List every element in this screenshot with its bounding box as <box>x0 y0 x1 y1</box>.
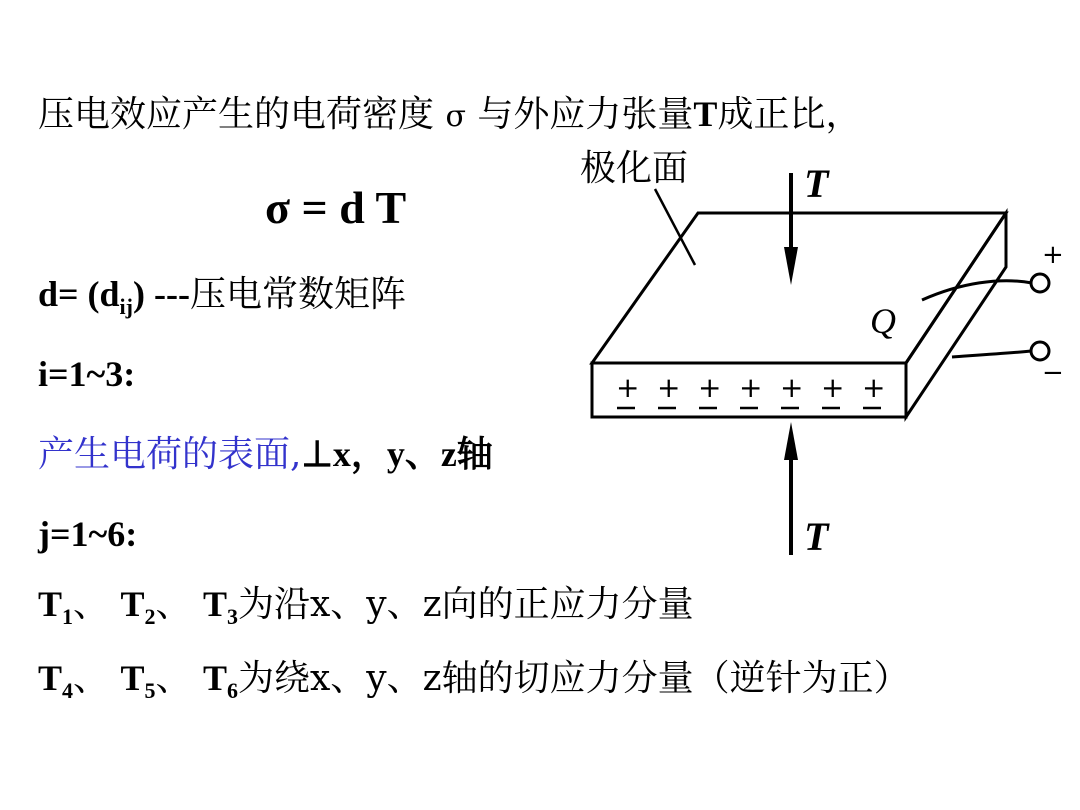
arrowhead-bottom-icon <box>784 422 798 460</box>
intro-line <box>38 92 861 139</box>
intro-prefix: 压电效应产生的电荷密度 <box>38 94 435 135</box>
lead-wire-bottom <box>952 351 1032 357</box>
t5-sub: 5 <box>144 678 156 703</box>
d-dashes: ) --- <box>133 274 190 314</box>
plus-terminal-label: + <box>1042 240 1064 270</box>
sep: 、 <box>155 658 192 699</box>
sigma-symbol: σ <box>445 99 466 134</box>
t5: T <box>120 658 145 698</box>
intro-suffix-a: 与外应力张量 <box>477 94 694 135</box>
charge-label: Q <box>870 301 896 341</box>
normal-stress-desc: 为沿x、y、z向的正应力分量 <box>237 584 694 625</box>
j-range-line: j=1~6: <box>38 514 138 554</box>
surface-highlight: 产生电荷的表面, <box>38 434 302 475</box>
t1: T <box>38 584 63 624</box>
t2: T <box>120 584 145 624</box>
d-label: d= (d <box>38 274 120 314</box>
lead-wire-top <box>922 281 1032 300</box>
arrowhead-top-icon <box>784 247 798 285</box>
d-subscript: ij <box>119 294 133 319</box>
minus-terminal-label: − <box>1042 358 1064 388</box>
t3-sub: 3 <box>226 604 238 629</box>
plus-mark: + <box>739 371 763 404</box>
d-definition-line <box>38 272 406 317</box>
t2-sub: 2 <box>144 604 156 629</box>
intro-suffix-b: 成正比， <box>717 94 862 135</box>
piezo-plate-figure <box>560 135 1080 565</box>
plus-mark: + <box>657 371 681 404</box>
d-description: 压电常数矩阵 <box>189 274 406 315</box>
force-label-top: T <box>804 161 829 206</box>
t3: T <box>202 584 227 624</box>
shear-stress-desc: 为绕x、y、z轴的切应力分量（逆针为正） <box>237 658 910 699</box>
t6-sub: 6 <box>226 678 238 703</box>
plate-side-face <box>906 213 1006 417</box>
sep: 、 <box>155 584 192 625</box>
plus-mark: + <box>698 371 722 404</box>
t1-sub: 1 <box>62 604 74 629</box>
plus-charge-marks <box>616 371 885 404</box>
plus-mark: + <box>616 371 640 404</box>
plate-top-face <box>592 213 1006 363</box>
i-range-line: i=1~3: <box>38 354 136 394</box>
polar-face-label: 极化面 <box>580 148 689 189</box>
sep: 、 <box>73 658 110 699</box>
t6: T <box>202 658 227 698</box>
intro-T: T <box>693 94 718 134</box>
terminal-plus <box>1031 274 1049 292</box>
plus-mark: + <box>821 371 845 404</box>
force-label-bottom: T <box>804 514 829 559</box>
plus-mark: + <box>780 371 804 404</box>
surface-line <box>38 432 493 477</box>
normal-stress-line <box>38 582 694 627</box>
t4: T <box>38 658 63 698</box>
formula: σ = d T <box>265 182 407 233</box>
plus-mark: + <box>862 371 886 404</box>
sep: 、 <box>73 584 110 625</box>
t4-sub: 4 <box>62 678 74 703</box>
surface-rest: ⊥x，y、z轴 <box>301 434 493 474</box>
shear-stress-line <box>38 656 910 701</box>
